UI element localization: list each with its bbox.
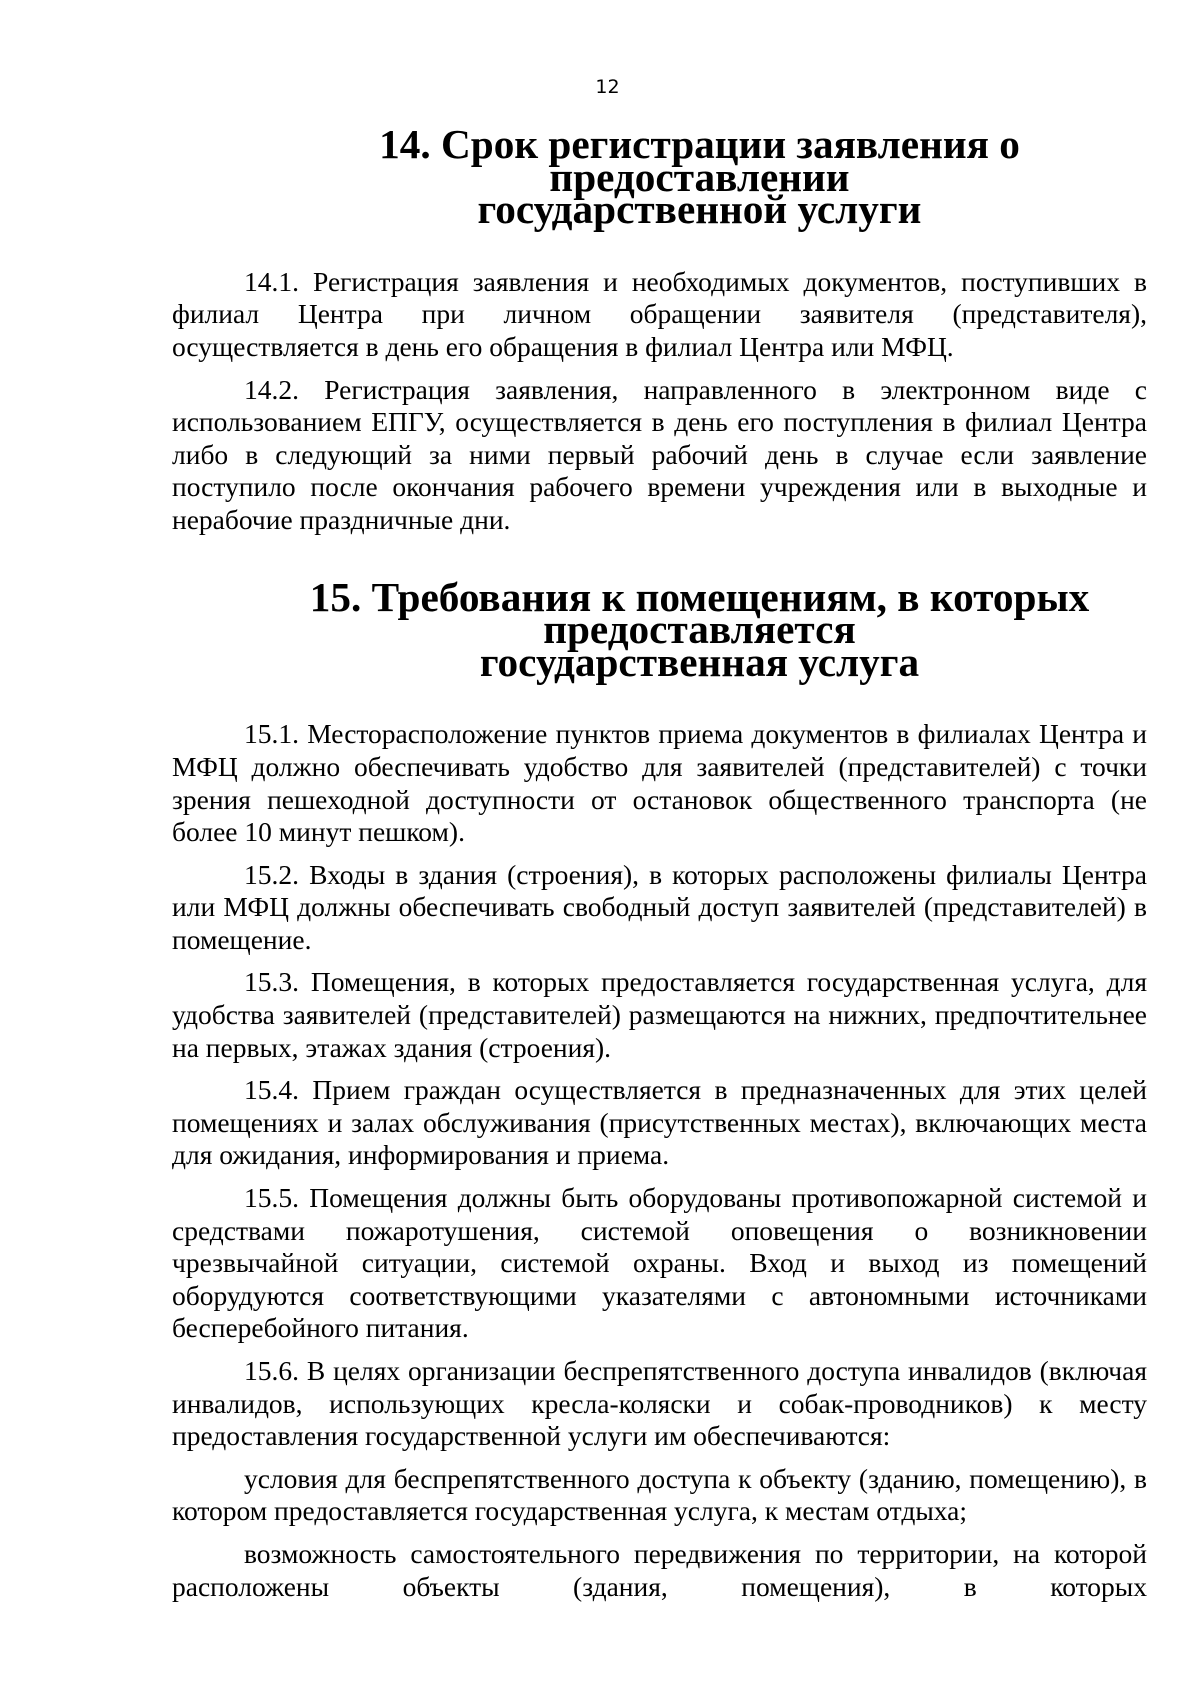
paragraph-14-1: 14.1. Регистрация заявления и необходимых документов, поступивших в филиал Центра при личном обращении заявителя (представителя), осуществляется в день его обращения в филиал Центра или МФЦ. <box>172 265 1147 362</box>
section-15-heading <box>172 573 1147 685</box>
paragraph-15-6: 15.6. В целях организации беспрепятственного доступа инвалидов (включая инвалидов, использующих кресла-коляски и собак-проводников) к месту предоставления государственной услуги им обеспечиваются: <box>172 1355 1147 1452</box>
document-body <box>172 121 1147 1613</box>
section-14-heading-line-1: 14. Срок регистрации заявления о предоставлении <box>379 121 1020 200</box>
paragraph-15-1: 15.1. Месторасположение пунктов приема документов в филиалах Центра и МФЦ должно обеспечивать удобство для заявителей (представителей) с точки зрения пешеходной доступности от остановок общественного транспорта (не более 10 минут пешком). <box>172 718 1147 848</box>
section-15-heading-line-1: 15. Требования к помещениям, в которых предоставляется <box>309 573 1090 653</box>
paragraph-15-4: 15.4. Прием граждан осуществляется в предназначенных для этих целей помещениях и залах обслуживания (присутственных местах), включающих места для ожидания, информирования и приема. <box>172 1074 1147 1171</box>
paragraph-15-3: 15.3. Помещения, в которых предоставляется государственная услуга, для удобства заявителей (представителей) размещаются на нижних, предпочтительнее на первых, этажах здания (строения). <box>172 966 1147 1063</box>
section-14-heading <box>172 121 1147 233</box>
paragraph-15-2: 15.2. Входы в здания (строения), в которых расположены филиалы Центра или МФЦ должны обеспечивать свободный доступ заявителей (представителей) в помещение. <box>172 858 1147 955</box>
paragraph-15-5: 15.5. Помещения должны быть оборудованы противопожарной системой и средствами пожаротушения, системой оповещения о возникновении чрезвычайной ситуации, системой охраны. Вход и выход из помещений оборудуются соответствующими указателями с автономными источниками бесперебойного питания. <box>172 1182 1147 1344</box>
list-item-movement: возможность самостоятельного передвижения по территории, на которой расположены объекты (здания, помещения), в которых <box>172 1537 1147 1602</box>
list-item-conditions: условия для беспрепятственного доступа к объекту (зданию, помещению), в котором предоставляется государственная услуга, к местам отдыха; <box>172 1462 1147 1527</box>
section-15-heading-line-2: государственная услуга <box>479 638 920 685</box>
section-14-heading-line-2: государственной услуги <box>477 186 922 233</box>
paragraph-14-2: 14.2. Регистрация заявления, направленного в электронном виде с использованием ЕПГУ, осуществляется в день его поступления в филиал Центра либо в следующий за ними первый рабочий день в случае если заявление поступило после окончания рабочего времени учреждения или в выходные и нерабочие праздничные дни. <box>172 373 1147 535</box>
page-number: 12 <box>595 76 620 98</box>
